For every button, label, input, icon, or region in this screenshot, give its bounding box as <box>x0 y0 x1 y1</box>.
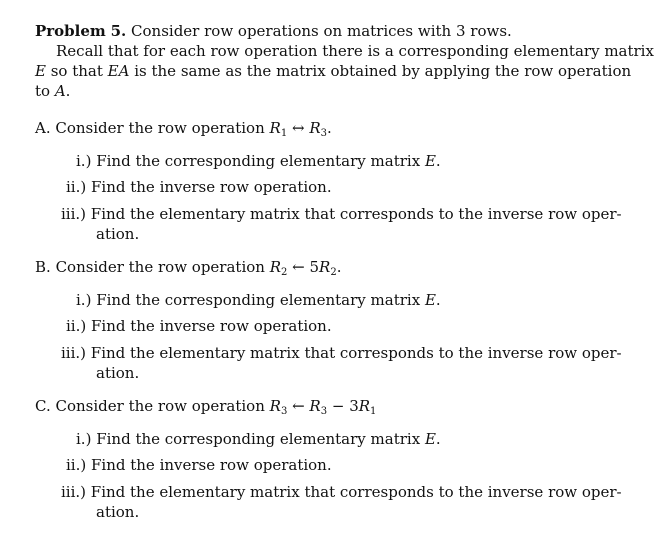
part-a-item-ii <box>66 177 332 197</box>
part-b-item-ii <box>66 316 332 336</box>
sub: 3 <box>280 406 288 417</box>
item-i-label: i.) <box>76 291 92 309</box>
sub: 1 <box>370 406 377 417</box>
part-c-item-iii-cont <box>96 502 139 522</box>
tail: . <box>435 291 441 309</box>
recall-text-3a: to <box>35 82 55 100</box>
part-b-item-i <box>76 290 441 310</box>
item-iii-text-2: ation. <box>96 364 140 382</box>
part-a-item-i <box>76 151 441 171</box>
item-iii-text-2: ation. <box>96 225 140 243</box>
op-var: R <box>319 258 331 276</box>
recall-text-2b: is the same as the matrix obtained by applying the row operation <box>129 62 632 80</box>
part-b-text: Consider the row operation <box>55 258 270 276</box>
part-b-heading <box>35 257 342 280</box>
var-E: E <box>424 152 436 170</box>
part-c-item-i <box>76 429 441 449</box>
item-iii-label: iii.) <box>61 344 87 362</box>
op-var: R <box>309 397 321 415</box>
recall-line-2 <box>35 61 631 81</box>
part-a-heading <box>35 118 332 141</box>
arrow: ← 5 <box>287 258 320 276</box>
part-c-label: C. <box>35 397 51 415</box>
sub: 1 <box>280 128 288 139</box>
part-c-item-iii <box>61 482 622 502</box>
tail: . <box>435 430 441 448</box>
part-a-label: A. <box>35 119 51 137</box>
part-b-item-iii-cont <box>96 363 139 383</box>
op-var: R <box>309 119 321 137</box>
recall-line-1 <box>56 41 654 61</box>
op-minus: − 3 <box>327 397 359 415</box>
item-iii-label: iii.) <box>61 205 87 223</box>
item-iii-text-1: Find the elementary matrix that corresponds to the inverse row oper- <box>90 205 622 223</box>
item-iii-text-2: ation. <box>96 503 140 521</box>
var-E: E <box>424 291 436 309</box>
part-c-heading <box>35 396 376 419</box>
item-i-text: Find the corresponding elementary matrix <box>96 291 425 309</box>
item-iii-label: iii.) <box>61 483 87 501</box>
part-a-text: Consider the row operation <box>55 119 270 137</box>
sub: 2 <box>330 267 337 278</box>
item-iii-text-1: Find the elementary matrix that corresponds to the inverse row oper- <box>90 344 622 362</box>
problem-label: Problem <box>35 22 106 40</box>
sub: 2 <box>281 267 288 278</box>
item-ii-label: ii.) <box>66 317 87 335</box>
part-c-text: Consider the row operation <box>55 397 270 415</box>
problem-intro-line <box>35 21 512 41</box>
part-c-op: R <box>269 397 281 415</box>
item-iii-text-1: Find the elementary matrix that corresponds to the inverse row oper- <box>90 483 622 501</box>
part-a-op: R <box>269 119 281 137</box>
tail: . <box>336 258 342 276</box>
arrow: ← <box>287 397 310 415</box>
item-i-label: i.) <box>76 152 92 170</box>
item-i-text: Find the corresponding elementary matrix <box>96 430 425 448</box>
item-ii-text: Find the inverse row operation. <box>91 317 332 335</box>
recall-line-3 <box>35 81 70 101</box>
recall-text-2a: so that <box>45 62 108 80</box>
tail: . <box>326 119 332 137</box>
part-a-item-iii-cont <box>96 224 139 244</box>
tail: . <box>435 152 441 170</box>
sub: 3 <box>320 406 328 417</box>
part-c-item-ii <box>66 455 332 475</box>
recall-text-3b: . <box>65 82 71 100</box>
item-i-text: Find the corresponding elementary matrix <box>96 152 425 170</box>
part-b-item-iii <box>61 343 622 363</box>
problem-number: 5. <box>110 22 127 40</box>
part-b-op: R <box>269 258 282 276</box>
var-E: E <box>424 430 436 448</box>
recall-text-1: Recall that for each row operation there is a corresponding elementary matrix <box>56 42 654 60</box>
item-i-label: i.) <box>76 430 92 448</box>
item-ii-text: Find the inverse row operation. <box>91 456 332 474</box>
item-ii-text: Find the inverse row operation. <box>91 178 332 196</box>
part-b-label: B. <box>35 258 51 276</box>
op-var: R <box>358 397 371 415</box>
problem-intro: Consider row operations on matrices with 3 rows. <box>131 22 512 40</box>
var-EA: EA <box>107 62 130 80</box>
item-ii-label: ii.) <box>66 178 87 196</box>
item-ii-label: ii.) <box>66 456 87 474</box>
sub: 3 <box>320 128 327 139</box>
var-E: E <box>35 62 46 80</box>
part-a-item-iii <box>61 204 622 224</box>
arrow: ↔ <box>287 119 310 137</box>
var-A: A <box>54 82 66 100</box>
